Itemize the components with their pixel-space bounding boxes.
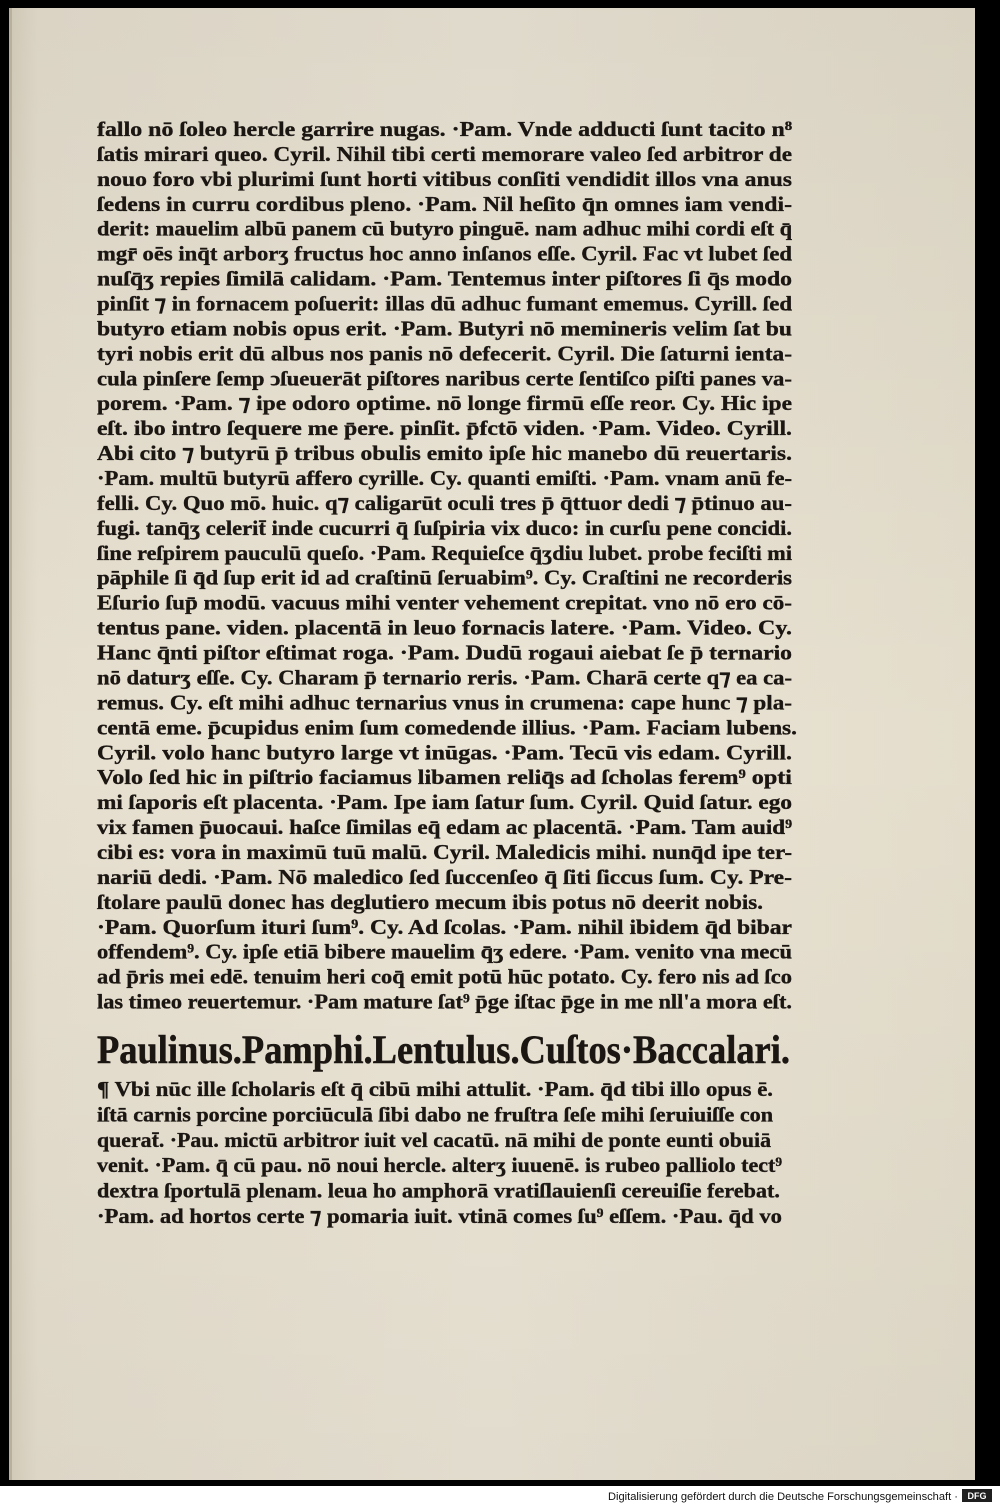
text-line: ¶ Vbi nūc ille ſcholaris eſt q̄ cibū mihi attulit. ·Pam. q̄d tibi illo opus ē. (97, 1077, 773, 1101)
text-line: centā eme. p̄cupidus enim ſum comedende illius. ·Pam. Faciam lubens. (97, 715, 797, 740)
text-line: ad p̄ris mei edē. tenuim heri coq̄ emit potū hūc potato. Cy. fero nis ad ſco (97, 964, 792, 989)
text-line: querat̄. ·Pau. mictū arbitror iuit vel cacatū. nā mihi de ponte eunti obuiā (97, 1127, 772, 1152)
text-line: porem. ·Pam. ⁊ ipe odoro optime. nō longe firmū eſſe reor. Cy. Hic ipe (97, 391, 792, 416)
text-block-top (97, 117, 797, 1014)
text-line: las timeo reuertemur. ·Pam mature ſat⁹ p̄ge iſtac p̄ge in me nll'a mora eſt. (97, 989, 792, 1014)
text-line: pinſit ⁊ in fornacem poſuerit: illas dū adhuc fumant ememus. Cyrill. ſed (97, 291, 793, 316)
text-line: ·Pam. multū butyrū affero cyrille. Cy. quanti emiſti. ·Pam. vnam anū fe- (97, 466, 792, 490)
text-line: nuſq̄ʒ repies ſimilā calidam. ·Pam. Tentemus inter piſtores ſi q̄s modo (97, 266, 792, 291)
text-line: ſine reſpirem pauculū queſo. ·Pam. Requieſce q̄ʒdiu lubet. probe feciſti mi (97, 540, 793, 565)
digitization-credit: Digitalisierung gefördert durch die Deutsche Forschungsgemeinschaft · (608, 1491, 958, 1503)
text-line: offendem⁹. Cy. ipſe etiā bibere mauelim q̄ʒ edere. ·Pam. venito vna mecū (97, 939, 793, 964)
text-line: nariū dedi. ·Pam. Nō maledico ſed ſuccenſeo q̄ ſiti ſiccus ſum. Cy. Pre- (97, 864, 792, 889)
text-line: fallo nō ſoleo hercle garrire nugas. ·Pam. Vnde adducti ſunt tacito n⁸ (97, 117, 792, 141)
text-line: vix famen p̄uocaui. haſce ſimilas eq̄ edam ac placentā. ·Pam. Tam auid⁹ (97, 815, 792, 839)
text-line: ·Pam. Quorſum ituri ſum⁹. Cy. Ad ſcolas. ·Pam. nihil ibidem q̄d bibar (97, 914, 792, 939)
text-line: pāphile ſi q̄d ſup erit id ad craſtinū ſeruabim⁹. Cy. Craſtini ne recorderis (97, 565, 792, 590)
text-line: eſt. ibo intro ſequere me p̄ere. pinſit. p̄fctō viden. ·Pam. Video. Cyrill. (97, 416, 792, 441)
text-line: nouo foro vbi plurimi ſunt horti vitibus conſiti vendidit illos vna anus (97, 166, 792, 191)
text-line: Hanc q̄nti piſtor eſtimat roga. ·Pam. Dudū rogaui aiebat ſe p̄ ternario (97, 640, 793, 665)
text-line: cula pinſere ſemp ↄſueuerāt piſtores naribus certe ſentiſco piſti panes va- (97, 366, 793, 391)
text-line: venit. ·Pam. q̄ cū pau. nō noui hercle. alterʒ iuuenē. is rubeo palliolo tect⁹ (97, 1153, 782, 1178)
text-line: dextra ſportulā plenam. leua ho amphorā vratiſlauienſi cereuiſie ferebat. (97, 1178, 780, 1203)
text-line: Abi cito ⁊ butyrū p̄ tribus obulis emito ipſe hic manebo dū reuertaris. (97, 441, 792, 466)
dfg-logo (962, 1489, 992, 1502)
text-line: iſtā carnis porcine porciūculā ſibi dabo ne fruſtra ſeſe mihi ſeruiuiſſe con (97, 1102, 774, 1127)
section-heading: Paulinus.Pamphi.Lentulus.Cuſtos·Baccalari. (97, 1027, 790, 1072)
text-line: derit: mauelim albū panem cū butyro pinguē. nam adhuc mihi cordi eſt q̄ (97, 216, 793, 241)
text-line: ·Pam. ad hortos certe ⁊ pomaria iuit. vtinā comes ſu⁹ eſſem. ·Pau. q̄d vo (97, 1204, 782, 1228)
text-line: Cyril. volo hanc butyro large vt inūgas. ·Pam. Tecū vis edam. Cyrill. (97, 740, 792, 765)
text-line: felli. Cy. Quo mō. huic. q⁊ caligarūt oculi tres p̄ q̄ttuor dedi ⁊ p̄tinuo au- (97, 490, 793, 515)
text-line: ſtolare paulū donec has deglutiero mecum ibis potus nō deerit nobis. (97, 889, 763, 914)
text-block-bottom (97, 1077, 782, 1228)
text-line: mgr̄ oēs inq̄t arborʒ fructus hoc anno inſanos eſſe. Cyril. Fac vt lubet ſed (97, 241, 793, 266)
text-line: ſatis mirari queo. Cyril. Nihil tibi certi memorare valeo ſed arbitror de (97, 141, 792, 166)
text-line: Volo ſed hic in piſtrio faciamus libamen reliq̄s ad ſcholas ferem⁹ opti (97, 765, 793, 790)
text-line: fugi. tanq̄ʒ celerit̄ inde cucurri q̄ ſuſpiria vix duco: in curſu pene concidi. (97, 515, 792, 540)
text-line: ſedens in curru cordibus pleno. ·Pam. Nil heſito q̄n omnes iam vendi- (97, 191, 792, 216)
text-line: tyri nobis erit dū albus nos panis nō defecerit. Cyril. Die ſaturni ienta- (97, 341, 793, 366)
text-line: tentus pane. viden. placentā in leuo fornacis latere. ·Pam. Video. Cy. (97, 615, 792, 640)
text-line: mi ſaporis eſt placenta. ·Pam. Ipe iam ſatur ſum. Cyril. Quid ſatur. ego (97, 790, 792, 815)
text-line: Eſurio ſup̄ modū. vacuus mihi venter vehement crepitat. vno nō ero cō- (97, 590, 792, 615)
text-line: nō daturʒ eſſe. Cy. Charam p̄ ternario reris. ·Pam. Charā certe q⁊ ea ca- (97, 665, 793, 690)
text-line: butyro etiam nobis opus erit. ·Pam. Butyri nō memineris velim ſat bu (97, 316, 793, 341)
text-line: remus. Cy. eſt mihi adhuc ternarius vnus in crumena: cape hunc ⁊ pla- (97, 690, 792, 715)
dfg-logo-text: DFG (967, 1491, 987, 1501)
text-line: cibi es: vora in maximū tuū malū. Cyril. Maledicis mihi. nunq̄d ipe ter- (97, 840, 792, 864)
page-left-edge (9, 8, 12, 1480)
